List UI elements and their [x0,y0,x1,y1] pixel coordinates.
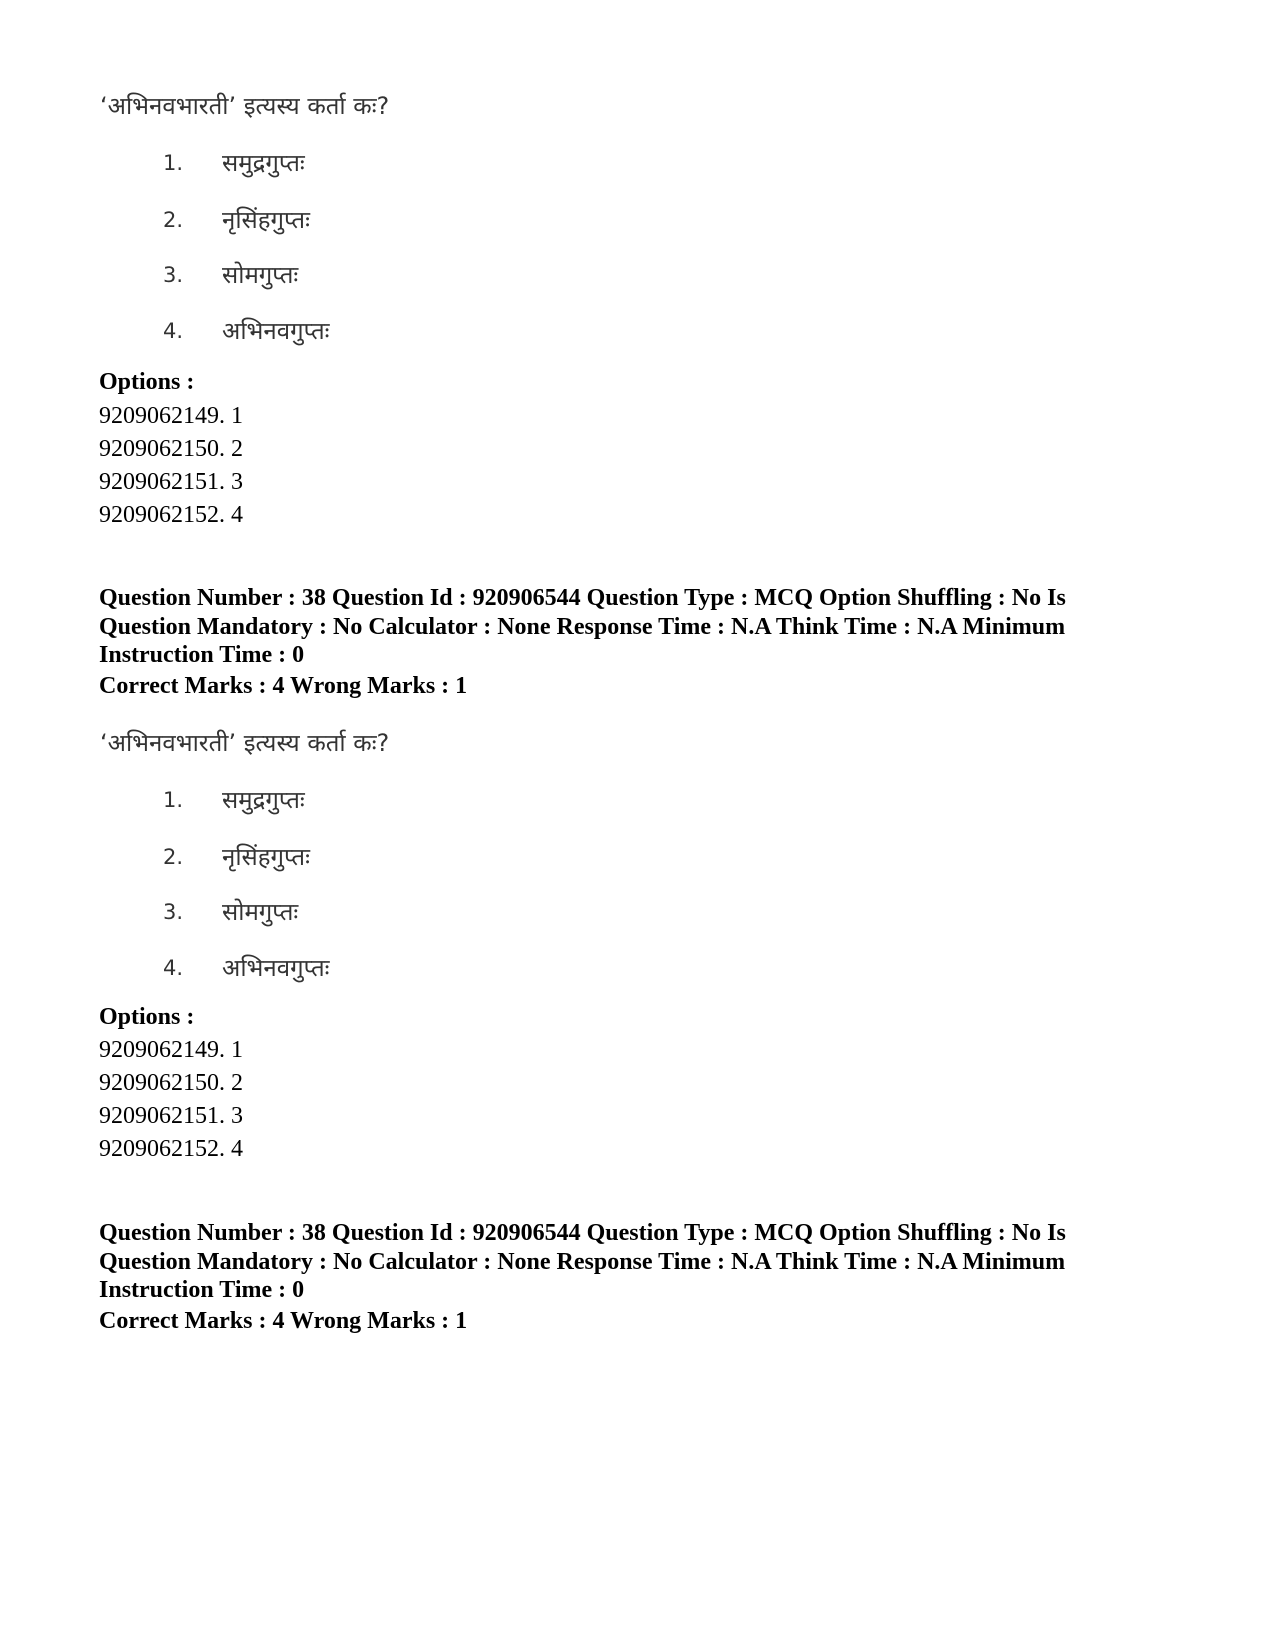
choice-number: 4. [163,319,184,343]
option-line: 9209062151. 3 [99,469,243,495]
choice-text: सोमगुप्तः [222,898,299,926]
choice-text: अभिनवगुप्तः [222,954,330,982]
marks-line: Correct Marks : 4 Wrong Marks : 1 [99,673,468,699]
question-meta: Question Number : 38 Question Id : 920906544 Question Type : MCQ Option Shuffling : No Is Question Mandatory : No Calculator : None Response Time : N.A Think Time : N.A Minimum Instruction Time : 0 [99,585,1066,668]
choice-text: नृसिंहगुप्तः [222,843,310,871]
choice-number: 1. [163,151,184,175]
option-line: 9209062152. 4 [99,502,243,528]
option-line: 9209062149. 1 [99,1037,243,1063]
choice-number: 2. [163,845,184,869]
choice-number: 2. [163,208,184,232]
choice-text: समुद्रगुप्तः [222,149,305,177]
option-line: 9209062151. 3 [99,1103,243,1129]
choice-text: सोमगुप्तः [222,261,299,289]
options-label: Options : [99,369,195,395]
options-label: Options : [99,1004,195,1030]
choice-number: 3. [163,263,184,287]
option-line: 9209062152. 4 [99,1136,243,1162]
option-line: 9209062150. 2 [99,1070,243,1096]
choice-text: अभिनवगुप्तः [222,317,330,345]
question-text: ‘अभिनवभारती’ इत्यस्य कर्ता कः? [100,729,390,757]
choice-text: समुद्रगुप्तः [222,786,305,814]
choice-number: 1. [163,788,184,812]
choice-text: नृसिंहगुप्तः [222,206,310,234]
choice-number: 4. [163,956,184,980]
option-line: 9209062149. 1 [99,403,243,429]
question-meta: Question Number : 38 Question Id : 920906544 Question Type : MCQ Option Shuffling : No Is Question Mandatory : No Calculator : None Response Time : N.A Think Time : N.A Minimum Instruction Time : 0 [99,1220,1066,1303]
choice-number: 3. [163,900,184,924]
marks-line: Correct Marks : 4 Wrong Marks : 1 [99,1308,468,1334]
option-line: 9209062150. 2 [99,436,243,462]
question-text: ‘अभिनवभारती’ इत्यस्य कर्ता कः? [100,92,390,120]
